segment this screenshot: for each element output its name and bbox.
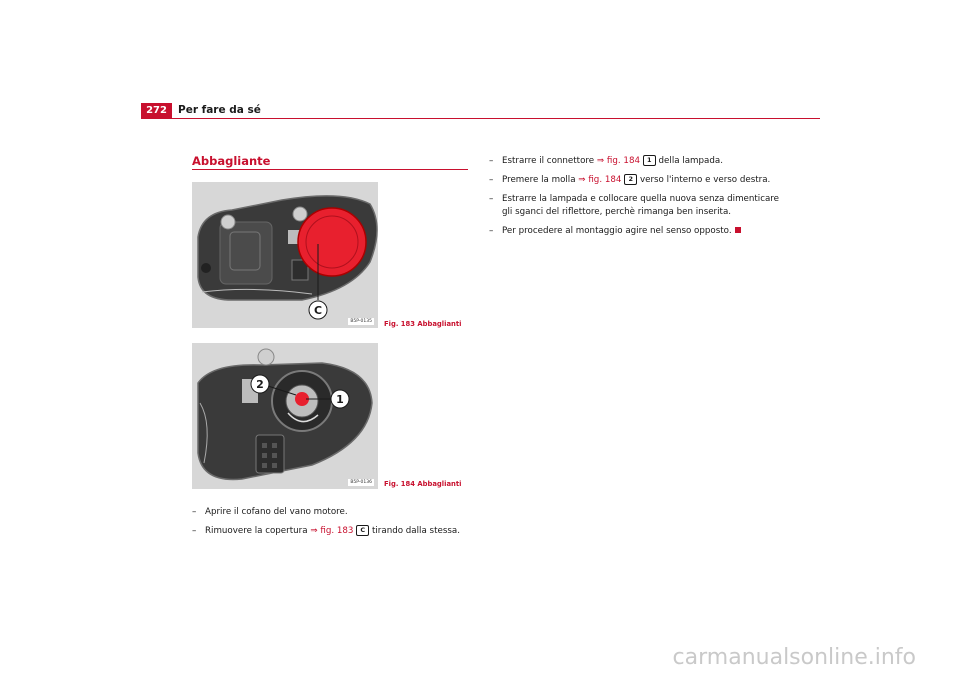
header-rule [141,118,820,119]
callout-c-label: C [313,304,323,317]
steps-list-left [192,506,472,544]
figure-184 [192,343,378,489]
step-text: Rimuovere la copertura [205,526,311,536]
list-item [192,525,472,538]
figure-183-caption: Fig. 183 Abbaglianti [384,320,462,328]
header-title: Per fare da sé [178,104,261,116]
figure-code: B5P-0135 [350,319,372,324]
headlight-cover-illustration [192,182,378,328]
list-item [192,506,472,519]
page-number: 272 [141,103,172,118]
list-item [489,225,789,238]
figure-link[interactable]: ⇒ fig. 184 [596,156,641,166]
figure-code: B5P-0136 [350,480,372,485]
step-text: Aprire il cofano del vano motore. [205,507,348,517]
list-item [489,174,789,187]
dash: – [192,526,197,536]
end-mark-icon [735,227,741,233]
step-text: Premere la molla [502,175,579,185]
dash: – [489,226,494,236]
section-rule [192,169,468,170]
callout-badge: C [356,525,369,536]
section-title: Abbagliante [192,154,271,168]
headlight-bulb-illustration [192,343,378,489]
steps-list-right [489,155,789,244]
watermark: carmanualsonline.info [672,645,916,670]
callout-2-label: 2 [256,378,264,391]
figure-link[interactable]: ⇒ fig. 183 [310,526,354,536]
list-item [489,155,789,168]
dash: – [489,156,494,166]
step-text: Per procedere al montaggio agire nel senso opposto. [502,226,732,236]
step-text: verso l'interno e verso destra. [637,175,771,185]
figure-184-caption: Fig. 184 Abbaglianti [384,480,462,488]
callout-badge: 2 [624,174,637,185]
dash: – [489,194,494,204]
list-item [489,193,789,219]
dash: – [489,175,494,185]
step-text: tirando dalla stessa. [369,526,460,536]
step-text: Estrarre il connettore [502,156,597,166]
step-text: della lampada. [655,156,723,166]
dash: – [192,507,197,517]
step-text: Estrarre la lampada e collocare quella nuova senza dimenticare gli sganci del riflettore, perchè rimanga ben inserita. [502,194,780,217]
figure-183 [192,182,378,328]
callout-1-label: 1 [336,393,344,406]
callout-badge: 1 [643,155,656,166]
figure-link[interactable]: ⇒ fig. 184 [578,175,622,185]
